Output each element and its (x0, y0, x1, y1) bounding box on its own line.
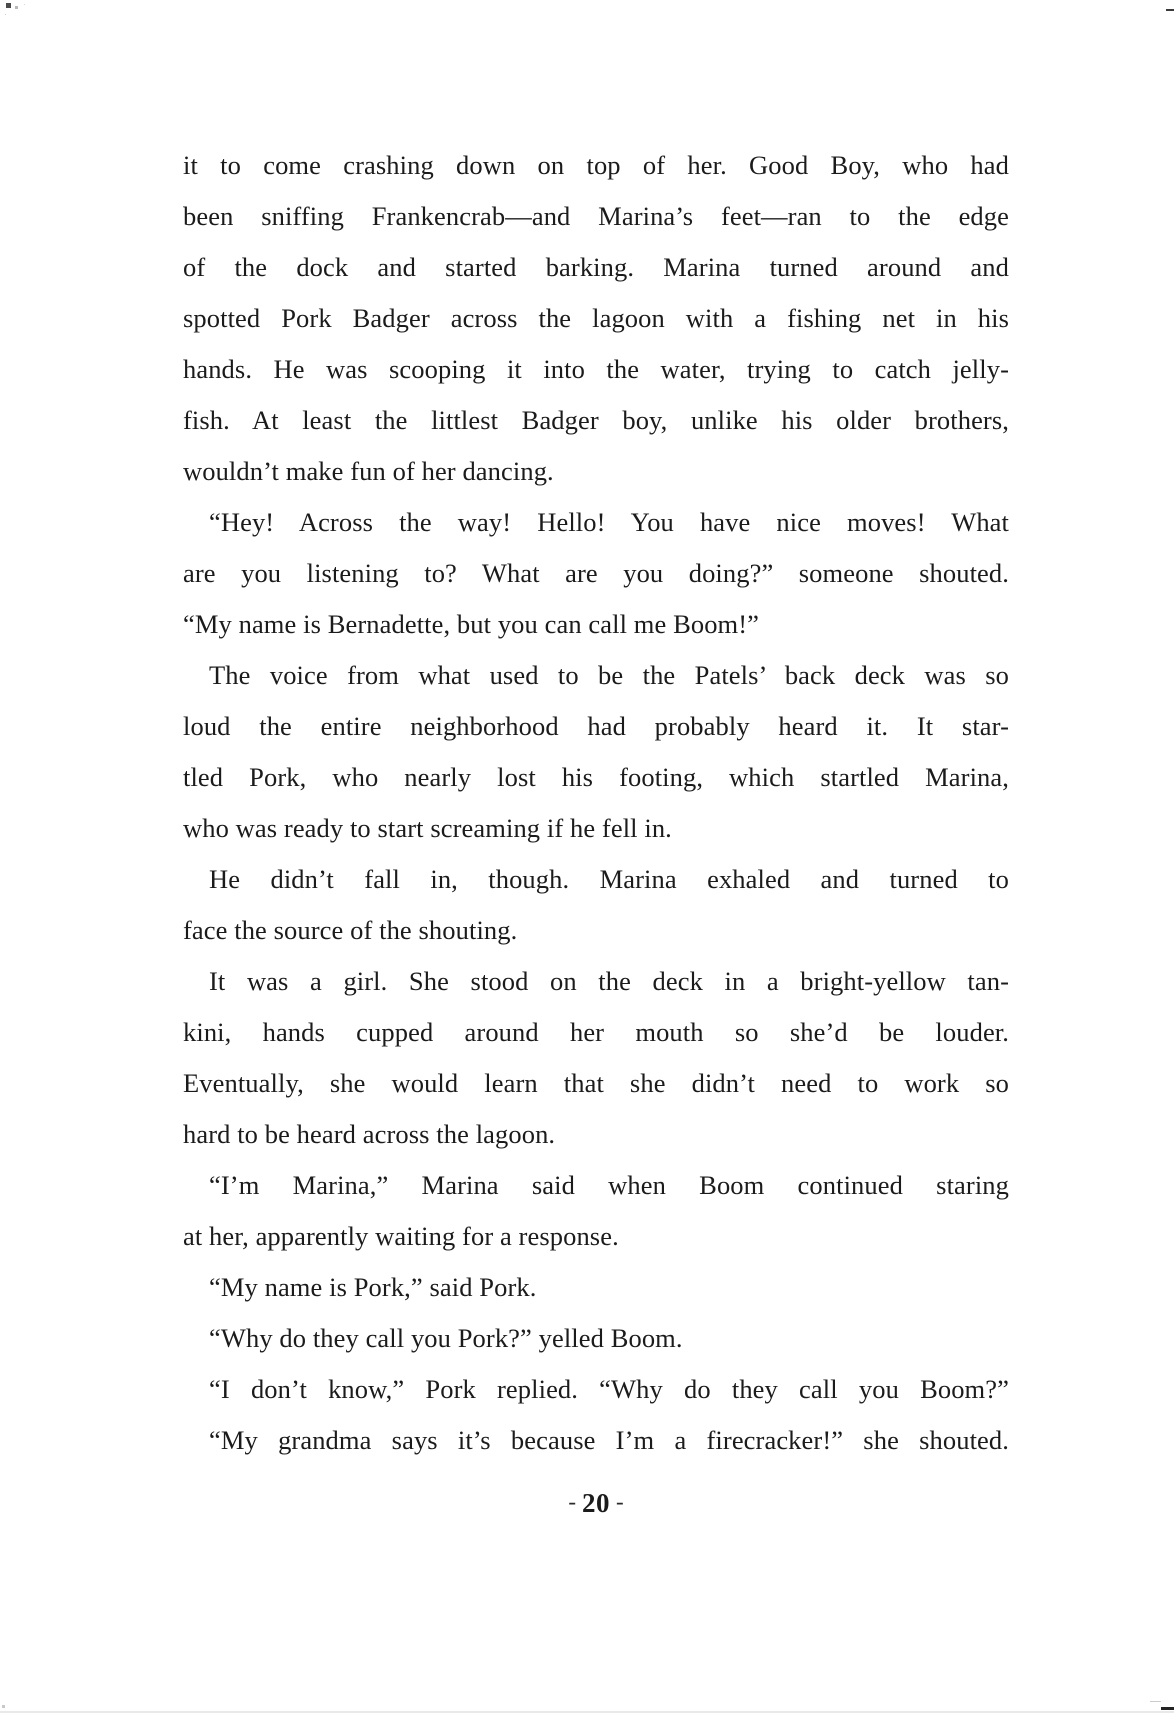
text-line: It was a girl. She stood on the deck in a bright-yellow tan- (209, 966, 1009, 996)
text-line: “My grandma says it’s because I’m a firecracker!” she shouted. (209, 1425, 1009, 1455)
text-line: “Why do they call you Pork?” yelled Boom. (209, 1323, 683, 1353)
text-line: wouldn’t make fun of her dancing. (183, 456, 554, 486)
text-line: hands. He was scooping it into the water, trying to catch jelly- (183, 354, 1009, 384)
folio-dash-right: - (616, 1489, 624, 1514)
text-line: The voice from what used to be the Patels’ back deck was so (209, 660, 1009, 690)
text-line: “My name is Pork,” said Pork. (209, 1272, 537, 1302)
text-line: hard to be heard across the lagoon. (183, 1119, 556, 1149)
text-line: Eventually, she would learn that she didn’t need to work so (183, 1068, 1009, 1098)
page-number (183, 1488, 1009, 1519)
text-line: who was ready to start screaming if he fell in. (183, 813, 672, 843)
text-line: tled Pork, who nearly lost his footing, which startled Marina, (183, 762, 1009, 792)
scan-mark-top-right-icon (1166, 9, 1174, 11)
body-text (183, 140, 1009, 1466)
scan-speck-bottom-left-icon (2, 1705, 5, 1708)
text-line: loud the entire neighborhood had probably heard it. It star- (183, 711, 1009, 741)
folio-dash-left: - (568, 1489, 576, 1514)
text-line: fish. At least the littlest Badger boy, unlike his older brothers, (183, 405, 1009, 435)
scan-speck-top-left-icon (6, 3, 11, 8)
folio-number: 20 (582, 1488, 610, 1518)
text-line: “I don’t know,” Pork replied. “Why do they call you Boom?” (209, 1374, 1009, 1404)
text-line: kini, hands cupped around her mouth so she’d be louder. (183, 1017, 1009, 1047)
text-line: at her, apparently waiting for a response. (183, 1221, 619, 1251)
text-line: “My name is Bernadette, but you can call me Boom!” (183, 609, 760, 639)
scan-mark-bottom-right-icon (1161, 1707, 1174, 1710)
text-line: of the dock and started barking. Marina turned around and (183, 252, 1009, 282)
text-line: spotted Pork Badger across the lagoon with a fishing net in his (183, 303, 1009, 333)
text-line: are you listening to? What are you doing?” someone shouted. (183, 558, 1009, 588)
text-line: face the source of the shouting. (183, 915, 518, 945)
text-line: He didn’t fall in, though. Marina exhaled and turned to (209, 864, 1009, 894)
text-line: been sniffing Frankencrab—and Marina’s feet—ran to the edge (183, 201, 1009, 231)
text-line: it to come crashing down on top of her. Good Boy, who had (183, 150, 1009, 180)
text-line: “Hey! Across the way! Hello! You have nice moves! What (209, 507, 1009, 537)
text-line: “I’m Marina,” Marina said when Boom continued staring (209, 1170, 1009, 1200)
